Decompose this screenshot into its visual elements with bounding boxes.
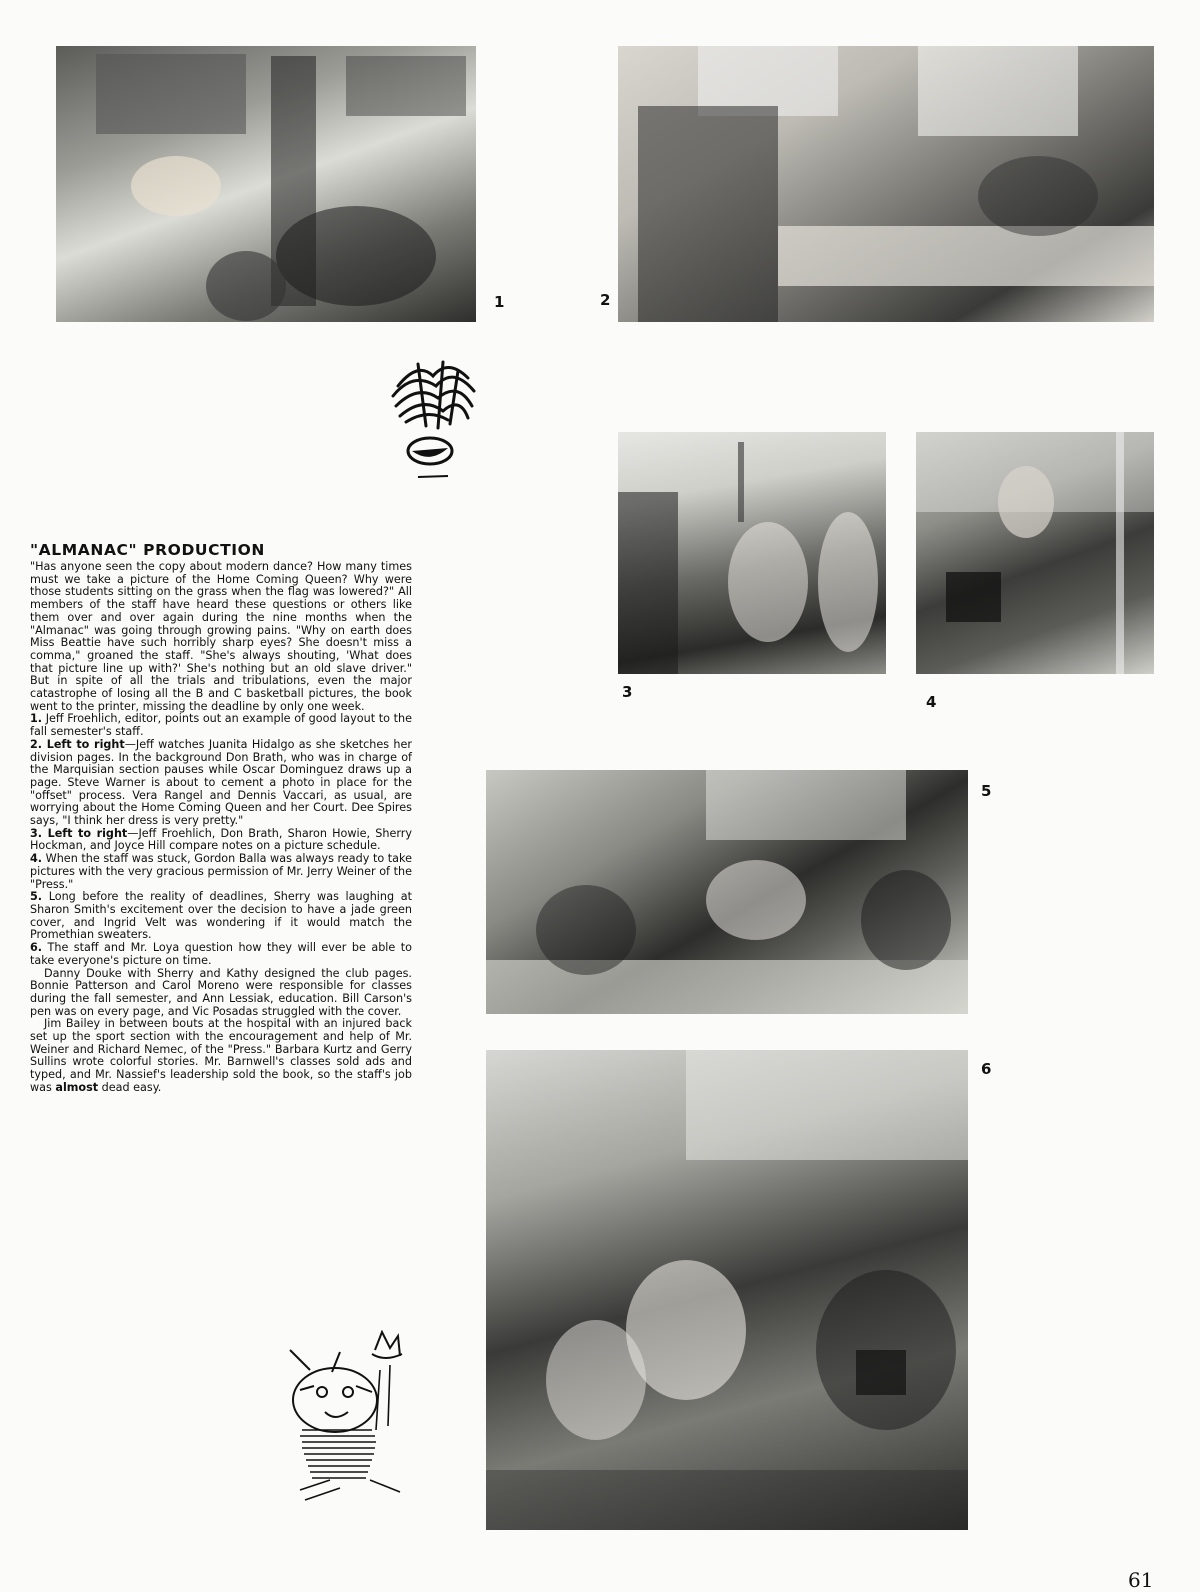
caption-4 <box>30 853 412 891</box>
photo-1-number: 1 <box>494 293 505 311</box>
caption-1-lead: 1. <box>30 712 43 726</box>
caption-3-lead: 3. Left to right <box>30 826 128 840</box>
photo-5-staff-laughing <box>486 770 968 1014</box>
staff-paragraph: Danny Douke with Sherry and Kathy designed the club pages. Bonnie Patterson and Carol Moreno were responsible for classes during the fall semester, and Ann Lessiak, education. Bill Carson's pen was on every page, and Vic Posadas struggled with the cover. <box>30 966 412 1018</box>
scribble-face-sketch <box>388 356 478 496</box>
caption-6-lead: 6. <box>30 941 43 955</box>
caption-1 <box>30 713 412 738</box>
photo-6-group-with-camera <box>486 1050 968 1530</box>
sports-text-end: dead easy. <box>98 1080 162 1094</box>
caption-6-text: The staff and Mr. Loya question how they will ever be able to take everyone's picture on time. <box>30 941 412 967</box>
photo-6-number: 6 <box>981 1060 992 1078</box>
caption-2 <box>30 739 412 828</box>
article-body <box>30 561 412 1095</box>
caption-5-text: Long before the reality of deadlines, Sherry was laughing at Sharon Smith's excitement over the decision to have a jade green cover, and Ingrid Velt was wondering if it would match the Promethian sweaters. <box>30 890 412 942</box>
caption-4-lead: 4. <box>30 852 43 866</box>
photo-4-number: 4 <box>926 693 937 711</box>
caption-3-text: —Jeff Froehlich, Don Brath, Sharon Howie, Sherry Hockman, and Joyce Hill compare notes on a picture schedule. <box>30 826 412 853</box>
caption-2-lead: 2. Left to right <box>30 737 125 751</box>
page-number: 61 <box>1128 1568 1154 1592</box>
photo-2-staff-at-work <box>618 46 1154 322</box>
photo-5-number: 5 <box>981 782 992 800</box>
article-heading: "ALMANAC" PRODUCTION <box>30 541 265 559</box>
sports-text-emphasis: almost <box>55 1080 99 1094</box>
photo-1-classroom-layout <box>56 46 476 322</box>
caption-3 <box>30 828 412 853</box>
photo-3-number: 3 <box>622 683 633 701</box>
caption-5 <box>30 891 412 942</box>
photo-2-number: 2 <box>600 291 611 309</box>
caption-2-text: —Jeff watches Juanita Hidalgo as she sketches her division pages. In the background Don Brath, who was in charge of the Marquisian section pauses while Oscar Dominguez draws up a page. Steve Warner is about to cement a photo in place for the "offset" process. Vera Rangel and Dennis Vaccari, as usual, are worrying about the Home Coming Queen and her Court. Dee Spires says, "I think her dress is very pretty." <box>30 737 412 828</box>
photo-3-comparing-notes <box>618 432 886 674</box>
cat-creature-sketch <box>280 1330 430 1505</box>
caption-1-text: Jeff Froehlich, editor, points out an example of good layout to the fall semester's staff. <box>30 712 412 739</box>
caption-6 <box>30 942 412 967</box>
sports-text-start: Jim Bailey in between bouts at the hospital with an injured back set up the sport section with the encouragement and help of Mr. Weiner and Richard Nemec, of the "Press." Barbara Kurtz and Gerry Sullins wrote colorful stories. Mr. Barnwell's classes sold ads and typed, and Mr. Nassief's leadership sold the book, so the staff's job was <box>30 1017 412 1094</box>
sports-paragraph <box>30 1018 412 1094</box>
intro-paragraph: "Has anyone seen the copy about modern dance? How many times must we take a picture of the Home Coming Queen? Why were those students sitting on the grass when the flag was lowered?" All members of the staff have heard these questions or others like them over and over again during the nine months when the "Almanac" was going through growing pains. "Why on earth does Miss Beattie have such horribly sharp eyes? She doesn't miss a comma," groaned the staff. "She's always shouting, 'What does that picture line up with?' She's nothing but an old slave driver." But in spite of all the trials and tribulations, even the major catastrophe of losing all the B and C basketball pictures, the book went to the printer, missing the deadline by only one week. <box>30 560 412 713</box>
caption-5-lead: 5. <box>30 890 43 904</box>
caption-4-text: When the staff was stuck, Gordon Balla was always ready to take pictures with the very gracious permission of Mr. Jerry Weiner of the "Press." <box>30 852 412 891</box>
photo-4-photographer <box>916 432 1154 674</box>
